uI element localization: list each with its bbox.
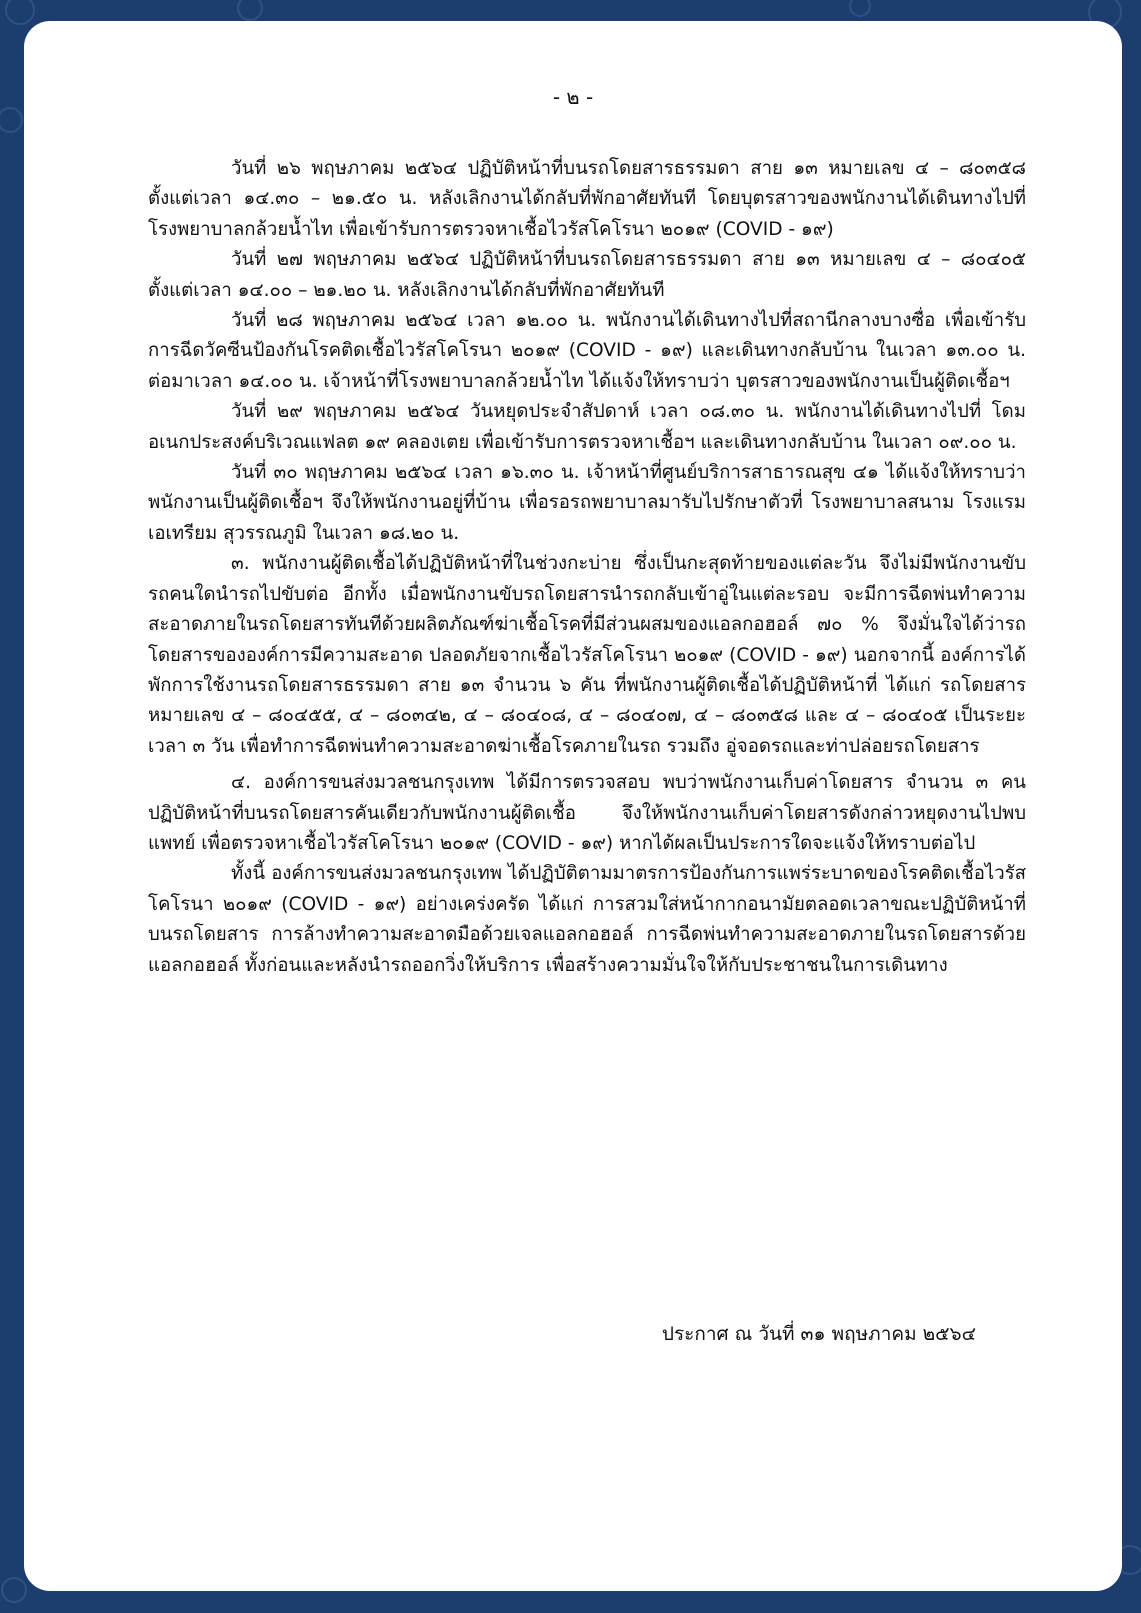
paragraph-item-4: ๔. องค์การขนส่งมวลชนกรุงเทพ ได้มีการตรวจสอบ พบว่าพนักงานเก็บค่าโดยสาร จำนวน ๓ คน ปฏิบัติหน้าที่บนรถโดยสารคันเดียวกับพนักงานผู้ติดเชื้อ จึงให้พนักงานเก็บค่าโดยสารดังกล่าวหยุดงานไปพบแพทย์ เพื่อตรวจหาเชื้อไวรัสโคโรนา ๒๐๑๙ (COVID - ๑๙) หากได้ผลเป็นประการใดจะแจ้งให้ทราบต่อไป	[148, 772, 1026, 854]
document-page	[24, 21, 1122, 1591]
paragraph-may-30: วันที่ ๓๐ พฤษภาคม ๒๕๖๔ เวลา ๑๖.๓๐ น. เจ้าหน้าที่ศูนย์บริการสาธารณสุข ๔๑ ได้แจ้งให้ทราบว่า พนักงานเป็นผู้ติดเชื้อฯ จึงให้พนักงานอยู่ที่บ้าน เพื่อรอรถพยาบาลมารับไปรักษาตัวที่ โรงพยาบาลสนาม โรงแรมเอเทรียม สุวรรณภูมิ ในเวลา ๑๘.๒๐ น.	[148, 462, 1026, 544]
paragraph-may-28: วันที่ ๒๘ พฤษภาคม ๒๕๖๔ เวลา ๑๒.๐๐ น. พนักงานได้เดินทางไปที่สถานีกลางบางซื่อ เพื่อเข้ารับการฉีดวัคซีนป้องกันโรคติดเชื้อไวรัสโคโรนา ๒๐๑๙ (COVID - ๑๙) และเดินทางกลับบ้าน ในเวลา ๑๓.๐๐ น. ต่อมาเวลา ๑๔.๐๐ น. เจ้าหน้าที่โรงพยาบาลกล้วยน้ำไท ได้แจ้งให้ทราบว่า บุตรสาวของพนักงานเป็นผู้ติดเชื้อฯ	[148, 310, 1026, 392]
announcement-date: ประกาศ ณ วันที่ ๓๑ พฤษภาคม ๒๕๖๔	[661, 1323, 976, 1345]
paragraph-measures: ทั้งนี้ องค์การขนส่งมวลชนกรุงเทพ ได้ปฏิบัติตามมาตรการป้องกันการแพร่ระบาดของโรคติดเชื้อไวรัสโคโรนา ๒๐๑๙ (COVID - ๑๙) อย่างเคร่งครัด ได้แก่ การสวมใส่หน้ากากอนามัยตลอดเวลาขณะปฏิบัติหน้าที่บนรถโดยสาร การล้างทำความสะอาดมือด้วยเจลแอลกอฮอล์ การฉีดพ่นทำความสะอาดภายในรถโดยสารด้วยแอลกอฮอล์ ทั้งก่อนและหลังนำรถออกวิ่งให้บริการ เพื่อสร้างความมั่นใจให้กับประชาชนในการเดินทาง	[148, 863, 1026, 976]
document-body	[148, 154, 1026, 981]
paragraph-may-26: วันที่ ๒๖ พฤษภาคม ๒๕๖๔ ปฏิบัติหน้าที่บนรถโดยสารธรรมดา สาย ๑๓ หมายเลข ๔ – ๘๐๓๕๘ ตั้งแต่เวลา ๑๔.๓๐ – ๒๑.๕๐ น. หลังเลิกงานได้กลับที่พักอาศัยทันที โดยบุตรสาวของพนักงานได้เดินทางไปที่ โรงพยาบาลกล้วยน้ำไท เพื่อเข้ารับการตรวจหาเชื้อไวรัสโคโรนา ๒๐๑๙ (COVID - ๑๙)	[148, 158, 1026, 240]
paragraph-item-3: ๓. พนักงานผู้ติดเชื้อได้ปฏิบัติหน้าที่ในช่วงกะบ่าย ซึ่งเป็นกะสุดท้ายของแต่ละวัน จึงไม่มีพนักงานขับรถคนใดนำรถไปขับต่อ อีกทั้ง เมื่อพนักงานขับรถโดยสารนำรถกลับเข้าอู่ในแต่ละรอบ จะมีการฉีดพ่นทำความสะอาดภายในรถโดยสารทันทีด้วยผลิตภัณฑ์ฆ่าเชื้อโรคที่มีส่วนผสมของแอลกอฮอล์ ๗๐ % จึงมั่นใจได้ว่ารถโดยสารขององค์การมีความสะอาด ปลอดภัยจากเชื้อไวรัสโคโรนา ๒๐๑๙ (COVID - ๑๙) นอกจากนี้ องค์การได้พักการใช้งานรถโดยสารธรรมดา สาย ๑๓ จำนวน ๖ คัน ที่พนักงานผู้ติดเชื้อได้ปฏิบัติหน้าที่ ได้แก่ รถโดยสาร หมายเลข ๔ – ๘๐๔๕๕, ๔ – ๘๐๓๔๒, ๔ – ๘๐๔๐๘, ๔ – ๘๐๔๐๗, ๔ – ๘๐๓๕๘ และ ๔ – ๘๐๔๐๕ เป็นระยะเวลา ๓ วัน เพื่อทำการฉีดพ่นทำความสะอาดฆ่าเชื้อโรคภายในรถ รวมถึง อู่จอดรถและท่าปล่อยรถโดยสาร	[148, 553, 1026, 757]
page-number: - ๒ -	[552, 85, 594, 109]
paragraph-may-27: วันที่ ๒๗ พฤษภาคม ๒๕๖๔ ปฏิบัติหน้าที่บนรถโดยสารธรรมดา สาย ๑๓ หมายเลข ๔ – ๘๐๔๐๕ ตั้งแต่เวลา ๑๔.๐๐ – ๒๑.๒๐ น. หลังเลิกงานได้กลับที่พักอาศัยทันที	[148, 249, 1026, 301]
paragraph-may-29: วันที่ ๒๙ พฤษภาคม ๒๕๖๔ วันหยุดประจำสัปดาห์ เวลา ๐๘.๓๐ น. พนักงานได้เดินทางไปที่ โดมอเนกประสงค์บริเวณแฟลต ๑๙ คลองเตย เพื่อเข้ารับการตรวจหาเชื้อฯ และเดินทางกลับบ้าน ในเวลา ๐๙.๐๐ น.	[148, 401, 1026, 453]
